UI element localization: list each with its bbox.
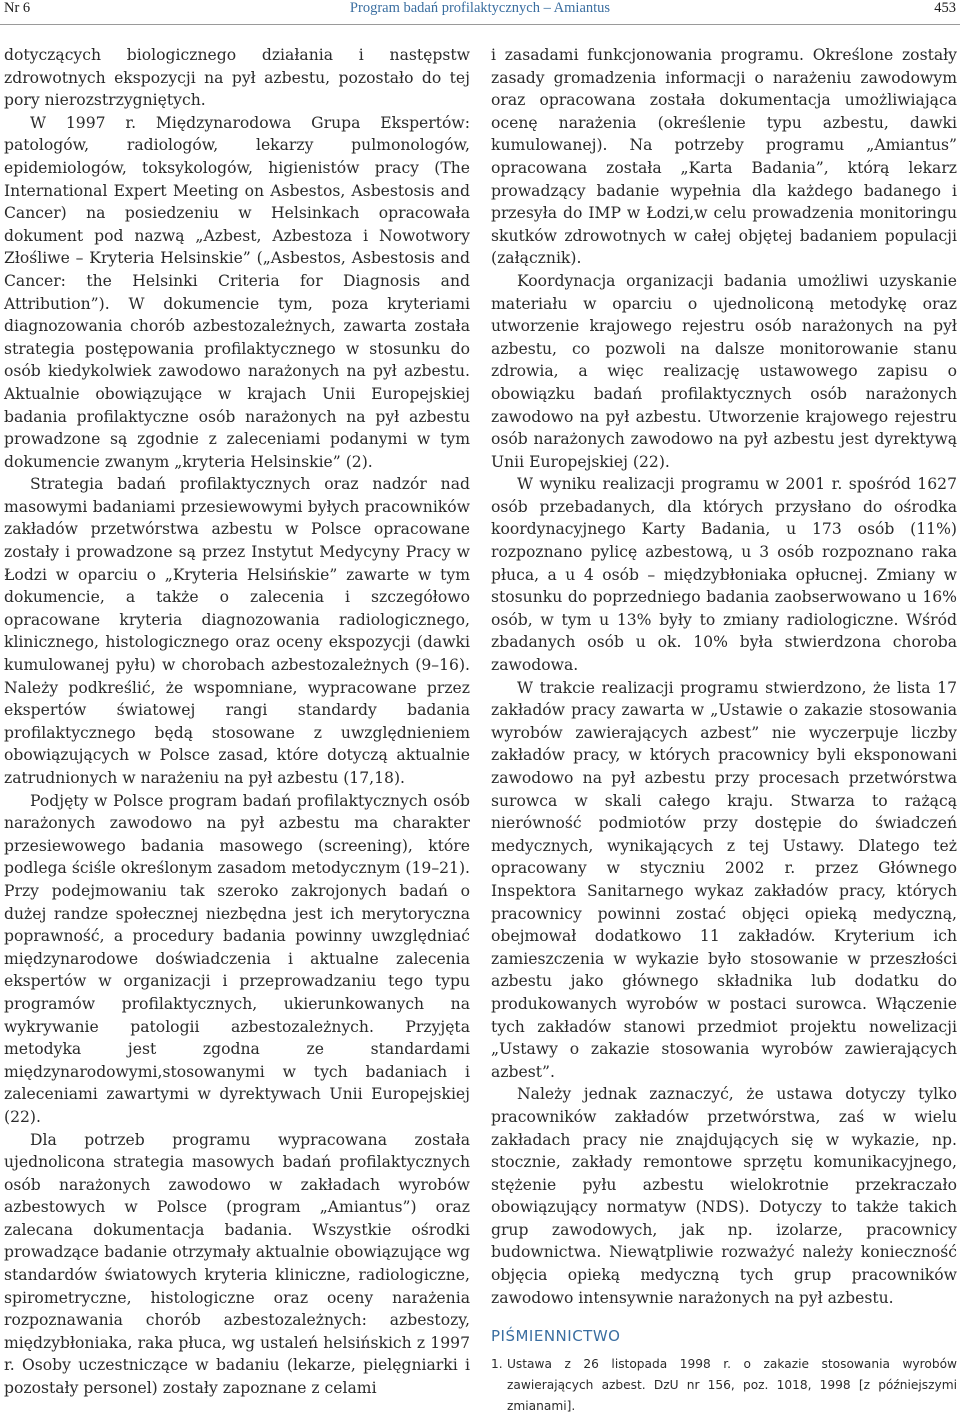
paragraph-results-2001: W wyniku realizacji programu w 2001 r. spośród 1627 osób przebadanych, dla których przysłano do ośrodka koordynacyjnego Karty Badania, u 173 osób (11%) rozpoznano pylicę azbestową, u 3 osób rozpoznano raka płuca, a u 4 osób – międzybłoniaka opłucnej. Zmiany w stosunku do poprzedniego badania zaobserwowano u 16% osób, w tym u 13% były to zmiany radiologiczne. Wśród zbadanych osób u ok. 10% była stwierdzona choroba zawodowa. (491, 475, 957, 675)
running-title: Program badań profilaktycznych – Amiantus (349, 0, 611, 16)
paragraph-occupational-groups: Należy jednak zaznaczyć, że ustawa dotyczy tylko pracowników zakładów przetwórstwa, zaś w wielu zakładach pracy nie znajdujących się w wykazie, np. stocznie, zakłady remontowe sprzętu komunikacyjnego, stężenie pyłu azbestu wielokrotnie przekraczało obowiązujący normatyw (NDS). Dotyczy to także takich grup zawodowych, jak np. izolarze, pracownicy budownictwa. Niewątpliwie rozważyć należy konieczność objęcia opieką medyczną tych grup pracowników zawodowo intensywnie narażonych na pył azbestu. (491, 1085, 957, 1307)
paragraph-strategy: Strategia badań profilaktycznych oraz nadzór nad masowymi badaniami przesiewowymi byłych pracowników zakładów przetwórstwa azbestu w Polsce opracowane zostały i prowadzone są przez Instytut Medycyny Pracy w Łodzi w oparciu o „Kryteria Helsińskie” zawarte w tym dokumencie, a także o zalecenia i szczegółowo opracowane kryteria diagnozowania radiologicznego, klinicznego, histologicznego oraz oceny ekspozycji (dawki kumulowanej pyłu) w chorobach azbestozależnych (9–16). Należy podkreślić, że wspomniane, wypracowane przez ekspertów światowej rangi standardy badania profilaktycznego będą stosowane z uwzględnieniem obowiązujących w Polsce zasad, które dotyczą aktualnie zatrudnionych w narażeniu na pył azbestu (17,18). (4, 475, 470, 787)
references-heading: PIŚMIENNICTWO (491, 1327, 621, 1346)
left-column (4, 44, 470, 1400)
paragraph-continued: i zasadami funkcjonowania programu. Określone zostały zasady gromadzenia informacji o narażeniu zawodowym oraz opracowana została dokumentacja umożliwiająca ocenę narażenia (określenie typu azbestu, dawki kumulowanej). Na potrzeby programu „Amiantus” opracowana została „Karta Badania”, którą lekarz prowadzący badanie wypełnia dla każdego badanego i przesyła do IMP w Łodzi,w celu prowadzenia monitoringu skutków zdrowotnych w całej objętej badaniem populacji (załącznik). (491, 46, 957, 268)
paragraph-coordination: Koordynacja organizacji badania umożliwi uzyskanie materiału w oparciu o ujednoliconą metodykę oraz utworzenie krajowego rejestru osób narażonych na pył azbestu, co pozwoli na dalsze monitorowanie stanu zdrowia, a więc realizację ustawowego zapisu o obowiązku badań profilaktycznych osób narażonych zawodowo na pył azbestu. Utworzenie krajowego rejestru osób narażonych zawodowo na pył azbestu jest dyrektywą Unii Europejskiej (22). (491, 271, 957, 471)
paragraph-amiantus-strategy: Dla potrzeb programu wypracowana została ujednolicona strategia masowych badań profilaktycznych osób narażonych zawodowo w zakładach wyrobów azbestowych w Polsce (program „Amiantus”) oraz zalecana dokumentacja badania. Wszystkie ośrodki prowadzące badanie otrzymały aktualnie obowiązujące wg standardów światowych kryteria kliniczne, radiologiczne, spirometryczne, histologiczne oraz oceny narażenia rozpoznawania chorób azbestozależnych: azbestozy, międzybłoniaka, raka płuca, wg ustaleń helsińskich z 1997 r. Osoby uczestniczące w badaniu (lekarze, pielęgniarki i pozostały personel) zostały zapoznane z celami (4, 1130, 470, 1398)
references-list (491, 1354, 957, 1417)
reference-text: Ustawa z 26 listopada 1998 r. o zakazie stosowania wyrobów zawierających azbest. DzU nr 156, poz. 1018, 1998 [z późniejszymi zmianami]. (507, 1356, 957, 1413)
journal-issue: Nr 6 (4, 0, 31, 16)
paragraph-screening-program: Podjęty w Polsce program badań profilaktycznych osób narażonych zawodowo na pył azbestu ma charakter przesiewowego badania masowego (screening), które podlega ściśle określonym zasadom metodycznym (19–21). Przy podejmowaniu tak szeroko zakrojonych badań o dużej randze społecznej niezbędna jest ich merytoryczna poprawność, a procedury badania powinny uwzględniać międzynarodowe doświadczenia i aktualne zalecenia ekspertów w organizacji i przeprowadzaniu tego typu programów profilaktycznych, ukierunkowanych na wykrywanie patologii azbestozależnych. Przyjęta metodyka jest zgodna ze standardami międzynarodowymi,stosowanymi w tych badaniach i zaleceniami zawartymi w dyrektywach Unii Europejskiej (22). (4, 791, 470, 1126)
reference-item (491, 1354, 957, 1417)
reference-number: 1. (491, 1356, 503, 1371)
running-header (0, 0, 960, 28)
right-column (491, 44, 957, 1417)
paragraph-helsinki-criteria: W 1997 r. Międzynarodowa Grupa Ekspertów: patologów, radiologów, lekarzy pulmonologów, epidemiologów, toksykologów, higienistów pracy (The International Expert Meeting on Asbestos, Asbestosis and Cancer) na posiedzeniu w Helsinkach opracowała dokument pod nazwą „Azbest, Azbestoza i Nowotwory Złośliwe – Kryteria Helsinskie” („Asbestos, Asbestosis and Cancer: the Helsinki Criteria for Diagnosis and Attribution”). W dokumencie tym, poza kryteriami diagnozowania chorób azbestozależnych, zawarta została strategia postępowania profilaktycznego w stosunku do osób kiedykolwiek zawodowo narażonych na pył azbestu. Aktualnie obowiązujące w krajach Unii Europejskiej badania profilaktyczne osób narażonych na pył azbestu prowadzone są zgodnie z zaleceniami podanymi w tym dokumencie zwanym „kryteria Helsinskie” (2). (4, 113, 470, 471)
header-rule (0, 24, 960, 25)
paragraph-workplace-list: W trakcie realizacji programu stwierdzono, że lista 17 zakładów pracy zawarta w „Ustawie o zakazie stosowania wyrobów zawierających azbest” nie wyczerpuje liczby zakładów pracy, w których pracownicy byli eksponowani zawodowo na pył azbestu przy procesach przetwórstwa surowca w skali całego kraju. Stwarza to rażącą nierówność podmiotów przy dostępie do świadczeń medycznych, wynikających z tej Ustawy. Dlatego też opracowany w styczniu 2002 r. przez Głównego Inspektora Sanitarnego wykaz zakładów pracy, których pracownicy powinni zostać objęci opieką medyczną, obejmował dodatkowo 11 zakładów. Kryterium ich zamieszczenia w wykazie było stosowanie w przeszłości azbestu jako głównego składnika lub dodatku do produkowanych wyrobów w postaci surowca. Włączenie tych zakładów stanowi przedmiot projektu nowelizacji „Ustawy o zakazie stosowania wyrobów zawierających azbest”. (491, 678, 957, 1081)
paragraph-continued: dotyczących biologicznego działania i następstw zdrowotnych ekspozycji na pył azbestu, pozostało do tej pory nierozstrzygniętych. (4, 46, 470, 110)
page-number: 453 (934, 0, 956, 16)
